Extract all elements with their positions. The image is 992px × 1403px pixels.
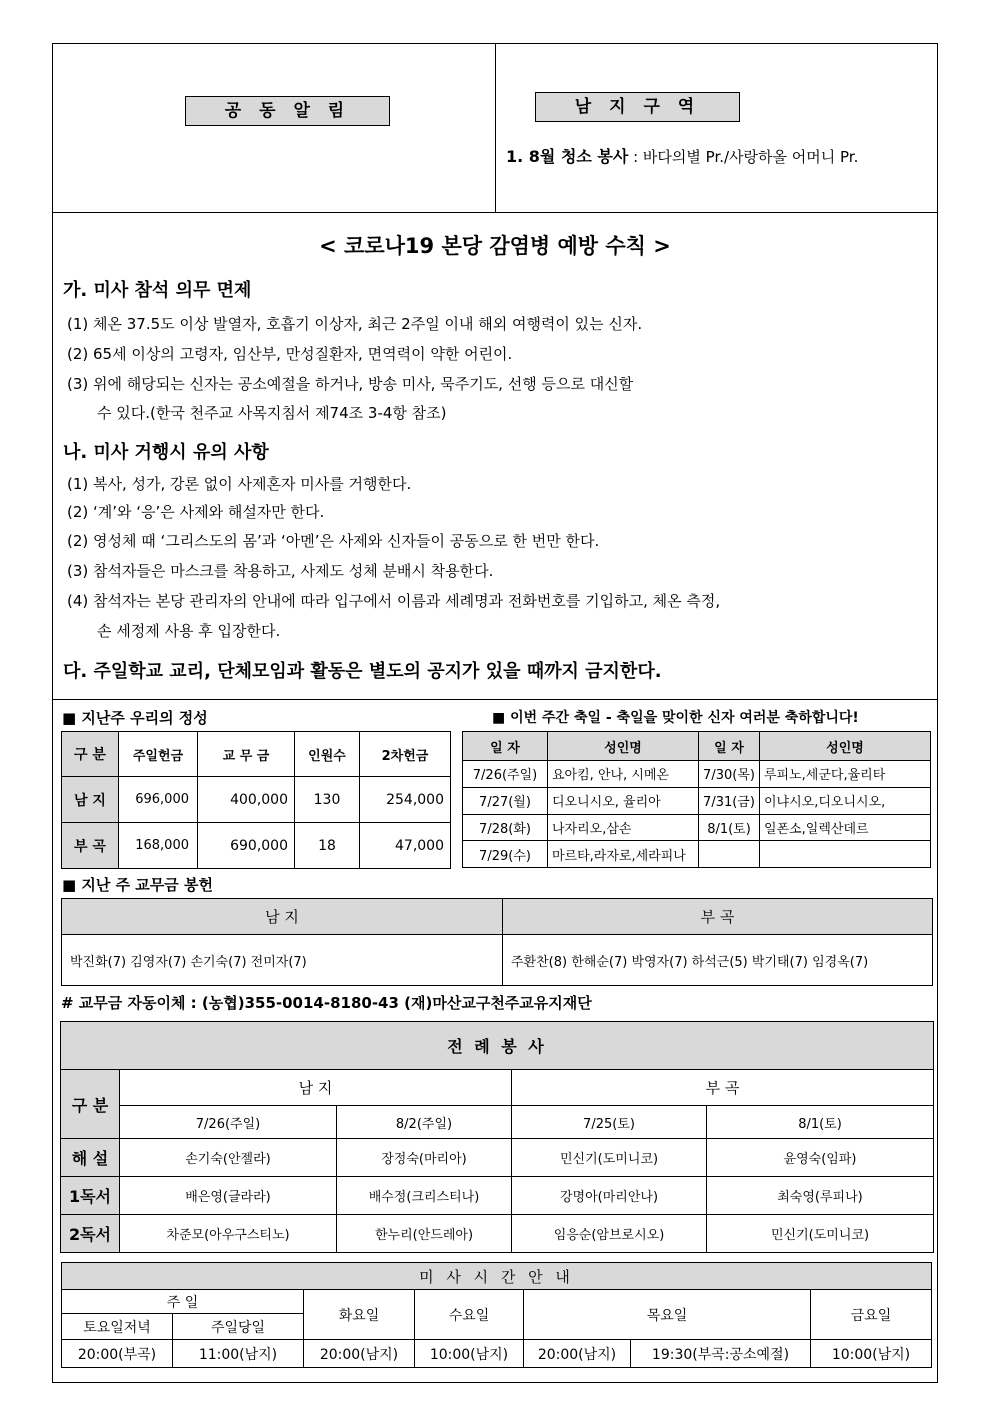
mass-fri: 금요일 <box>811 1290 932 1340</box>
table-row <box>463 814 931 841</box>
district-title: 남 지 구 역 <box>535 92 740 122</box>
liturgy-role: 2독서 <box>61 1215 120 1253</box>
mass-time: 11:00(남지) <box>173 1340 304 1368</box>
liturgy-col-label: 구 분 <box>61 1070 120 1139</box>
section-a-item: (1) 체온 37.5도 이상 발열자, 호흡기 이상자, 최근 2주일 이내 해외 여행력이 있는 신자. <box>67 315 643 333</box>
feast-saint: 마르타,라자로,세라피나 <box>548 841 699 868</box>
table-row <box>61 1215 934 1253</box>
table-row <box>62 823 451 869</box>
section-a-item: (3) 위에 해당되는 신자는 공소예절을 하거나, 방송 미사, 묵주기도, 선행 등으로 대신할 <box>67 375 634 393</box>
corona-rules-section <box>53 213 937 700</box>
offering-header-tithe: 교 무 금 <box>198 732 295 777</box>
liturgy-name: 장정숙(마리아) <box>337 1139 512 1177</box>
donation-names-bugok: 주환찬(8) 한해순(7) 박영자(7) 하석근(5) 박기태(7) 임경옥(7) <box>503 935 933 986</box>
table-row <box>463 761 931 788</box>
liturgy-date: 8/1(토) <box>707 1106 934 1139</box>
mass-sun-day: 주일당일 <box>173 1314 304 1340</box>
donation-table <box>61 898 933 986</box>
liturgy-name: 차준모(아우구스티노) <box>120 1215 337 1253</box>
liturgy-group-namji: 남 지 <box>120 1070 512 1106</box>
offering-row-label: 부 곡 <box>62 823 119 869</box>
mass-title: 미 사 시 간 안 내 <box>62 1263 932 1290</box>
table-row <box>61 1177 934 1215</box>
corona-title: < 코로나19 본당 감염병 예방 수칙 > <box>319 234 671 258</box>
feast-date: 7/31(금) <box>699 787 760 814</box>
mass-sunday: 주 일 <box>62 1290 304 1314</box>
section-b-item: (3) 참석자들은 마스크를 착용하고, 사제도 성체 분배시 착용한다. <box>67 562 494 580</box>
feast-saint: 디오니시오, 율리아 <box>548 787 699 814</box>
feast-date: 8/1(토) <box>699 814 760 841</box>
section-a-item: 수 있다.(한국 천주교 사목지침서 제74조 3-4항 참조) <box>97 404 447 422</box>
offering-header-sunday: 주일헌금 <box>119 732 198 777</box>
feast-header-saint: 성인명 <box>548 732 699 761</box>
offering-table <box>61 731 451 869</box>
offering-header-second: 2차헌금 <box>360 732 451 777</box>
offering-cell: 18 <box>295 823 360 869</box>
offering-cell: 400,000 <box>198 777 295 823</box>
offering-cell: 130 <box>295 777 360 823</box>
mass-time: 10:00(남지) <box>415 1340 524 1368</box>
liturgy-title: 전 례 봉 사 <box>61 1022 934 1070</box>
account-info: # 교무금 자동이체 : (농협)355-0014-8180-43 (재)마산교구천주교유지재단 <box>61 994 592 1012</box>
section-c-title: 다. 주일학교 교리, 단체모임과 활동은 별도의 공지가 있을 때까지 금지한다. <box>63 661 662 682</box>
offering-row-label: 남 지 <box>62 777 119 823</box>
cleaning-service <box>506 144 858 167</box>
liturgy-date: 8/2(주일) <box>337 1106 512 1139</box>
feast-header-date: 일 자 <box>463 732 548 761</box>
liturgy-name: 임응순(암브로시오) <box>512 1215 707 1253</box>
mass-time: 19:30(부곡:공소예절) <box>631 1340 811 1368</box>
feast-saint: 루피노,세군다,율리타 <box>760 761 931 788</box>
feast-saint: 요아킴, 안나, 시메온 <box>548 761 699 788</box>
mass-time: 10:00(남지) <box>811 1340 932 1368</box>
liturgy-name: 배수정(크리스티나) <box>337 1177 512 1215</box>
feast-saint: 이냐시오,디오니시오, <box>760 787 931 814</box>
mass-tue: 화요일 <box>304 1290 415 1340</box>
donation-title: ■ 지난 주 교무금 봉헌 <box>62 876 213 894</box>
feast-header-date: 일 자 <box>699 732 760 761</box>
feast-saint: 일폰소,일렉산데르 <box>760 814 931 841</box>
feast-date: 7/30(목) <box>699 761 760 788</box>
common-notice-title: 공 동 알 림 <box>185 96 390 126</box>
feast-date: 7/28(화) <box>463 814 548 841</box>
table-row <box>463 787 931 814</box>
offering-cell: 168,000 <box>119 823 198 869</box>
mass-wed: 수요일 <box>415 1290 524 1340</box>
liturgy-role: 해 설 <box>61 1139 120 1177</box>
table-row <box>62 777 451 823</box>
cleaning-label: 1. 8월 청소 봉사 <box>506 147 629 166</box>
section-b-item: (2) ‘계’와 ‘응’은 사제와 해설자만 한다. <box>67 503 325 521</box>
mass-table <box>61 1262 932 1368</box>
mass-time: 20:00(부곡) <box>62 1340 173 1368</box>
liturgy-name: 민신기(도미니코) <box>707 1215 934 1253</box>
liturgy-group-bugok: 부 곡 <box>512 1070 934 1106</box>
liturgy-name: 윤영숙(임파) <box>707 1139 934 1177</box>
section-a-item: (2) 65세 이상의 고령자, 임산부, 만성질환자, 면역력이 약한 어린이. <box>67 345 513 363</box>
cleaning-value: : 바다의별 Pr./사랑하올 어머니 Pr. <box>628 148 859 166</box>
liturgy-name: 배은영(글라라) <box>120 1177 337 1215</box>
header-section <box>53 44 937 213</box>
mass-time: 20:00(남지) <box>304 1340 415 1368</box>
section-b-item: 손 세정제 사용 후 입장한다. <box>97 622 281 640</box>
mass-sat-eve: 토요일저녁 <box>62 1314 173 1340</box>
donation-header-namji: 남 지 <box>62 899 503 935</box>
liturgy-date: 7/26(주일) <box>120 1106 337 1139</box>
feast-table <box>462 731 931 868</box>
section-b-item: (1) 복사, 성가, 강론 없이 사제혼자 미사를 거행한다. <box>67 475 412 493</box>
offering-title: ■ 지난주 우리의 정성 <box>62 709 208 727</box>
table-row <box>463 841 931 868</box>
feast-header-saint: 성인명 <box>760 732 931 761</box>
liturgy-name: 강명아(마리안나) <box>512 1177 707 1215</box>
section-b-item: (2) 영성체 때 ‘그리스도의 몸’과 ‘아멘’은 사제와 신자들이 공동으로 한 번만 한다. <box>67 532 600 550</box>
feast-title: ■ 이번 주간 축일 - 축일을 맞이한 신자 여러분 축하합니다! <box>492 710 859 726</box>
feast-saint <box>760 841 931 868</box>
feast-date: 7/26(주일) <box>463 761 548 788</box>
liturgy-name: 손기숙(안젤라) <box>120 1139 337 1177</box>
offering-header-category: 구 분 <box>62 732 119 777</box>
offering-cell: 696,000 <box>119 777 198 823</box>
liturgy-table <box>60 1021 934 1253</box>
table-row <box>61 1139 934 1177</box>
liturgy-name: 최숙영(루피나) <box>707 1177 934 1215</box>
liturgy-role: 1독서 <box>61 1177 120 1215</box>
feast-date <box>699 841 760 868</box>
donation-header-bugok: 부 곡 <box>503 899 933 935</box>
feast-date: 7/27(월) <box>463 787 548 814</box>
liturgy-name: 민신기(도미니코) <box>512 1139 707 1177</box>
offering-cell: 254,000 <box>360 777 451 823</box>
liturgy-date: 7/25(토) <box>512 1106 707 1139</box>
offering-cell: 47,000 <box>360 823 451 869</box>
offering-header-count: 인원수 <box>295 732 360 777</box>
mass-thu: 목요일 <box>524 1290 811 1340</box>
offering-cell: 690,000 <box>198 823 295 869</box>
donation-names-namji: 박진화(7) 김영자(7) 손기숙(7) 전미자(7) <box>62 935 503 986</box>
section-b-title: 나. 미사 거행시 유의 사항 <box>63 442 269 463</box>
feast-saint: 나자리오,삼손 <box>548 814 699 841</box>
mass-time: 20:00(남지) <box>524 1340 631 1368</box>
header-divider <box>495 44 496 212</box>
section-a-title: 가. 미사 참석 의무 면제 <box>63 280 252 301</box>
table-row <box>62 1340 932 1368</box>
liturgy-name: 한누리(안드레아) <box>337 1215 512 1253</box>
feast-date: 7/29(수) <box>463 841 548 868</box>
section-b-item: (4) 참석자는 본당 관리자의 안내에 따라 입구에서 이름과 세례명과 전화번호를 기입하고, 체온 측정, <box>67 592 721 610</box>
